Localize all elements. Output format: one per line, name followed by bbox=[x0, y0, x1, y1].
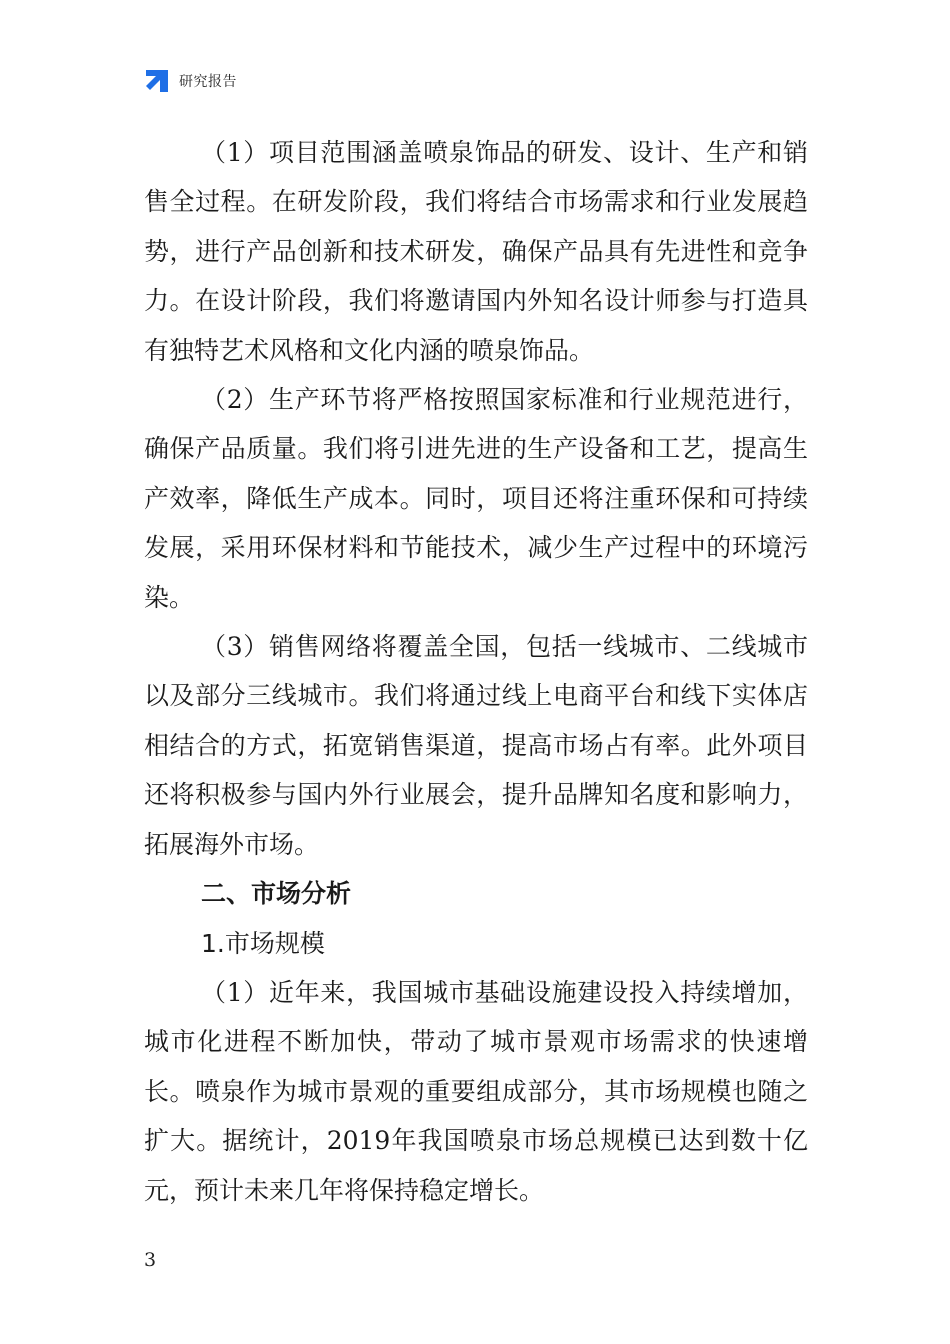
arrow-logo-icon bbox=[144, 68, 170, 94]
paragraph-production: （2）生产环节将严格按照国家标准和行业规范进行，确保产品质量。我们将引进先进的生产设备和工艺，提高生产效率，降低生产成本。同时，项目还将注重环保和可持续发展，采用环保材料和节能技术，减少生产过程中的环境污染。 bbox=[144, 385, 808, 612]
document-body bbox=[144, 128, 808, 1215]
header-title: 研究报告 bbox=[179, 74, 237, 90]
paragraph-project-scope: （1）项目范围涵盖喷泉饰品的研发、设计、生产和销售全过程。在研发阶段，我们将结合市场需求和行业发展趋势，进行产品创新和技术研发，确保产品具有先进性和竞争力。在设计阶段，我们将邀请国内外知名设计师参与打造具有独特艺术风格和文化内涵的喷泉饰品。 bbox=[144, 138, 808, 365]
subsection-heading: 1.市场规模 bbox=[201, 928, 325, 958]
section-heading: 二、市场分析 bbox=[201, 879, 352, 909]
paragraph-market-size: （1）近年来，我国城市基础设施建设投入持续增加，城市化进程不断加快，带动了城市景观市场需求的快速增长。喷泉作为城市景观的重要组成部分，其市场规模也随之扩大。据统计，2019年我国喷泉市场总规模已达到数十亿元，预计未来几年将保持稳定增长。 bbox=[144, 977, 808, 1205]
page-number: 3 bbox=[144, 1249, 157, 1271]
paragraph-sales: （3）销售网络将覆盖全国，包括一线城市、二线城市以及部分三线城市。我们将通过线上电商平台和线下实体店相结合的方式，拓宽销售渠道，提高市场占有率。此外项目还将积极参与国内外行业展会，提升品牌知名度和影响力，拓展海外市场。 bbox=[144, 632, 808, 859]
report-header bbox=[144, 68, 237, 94]
